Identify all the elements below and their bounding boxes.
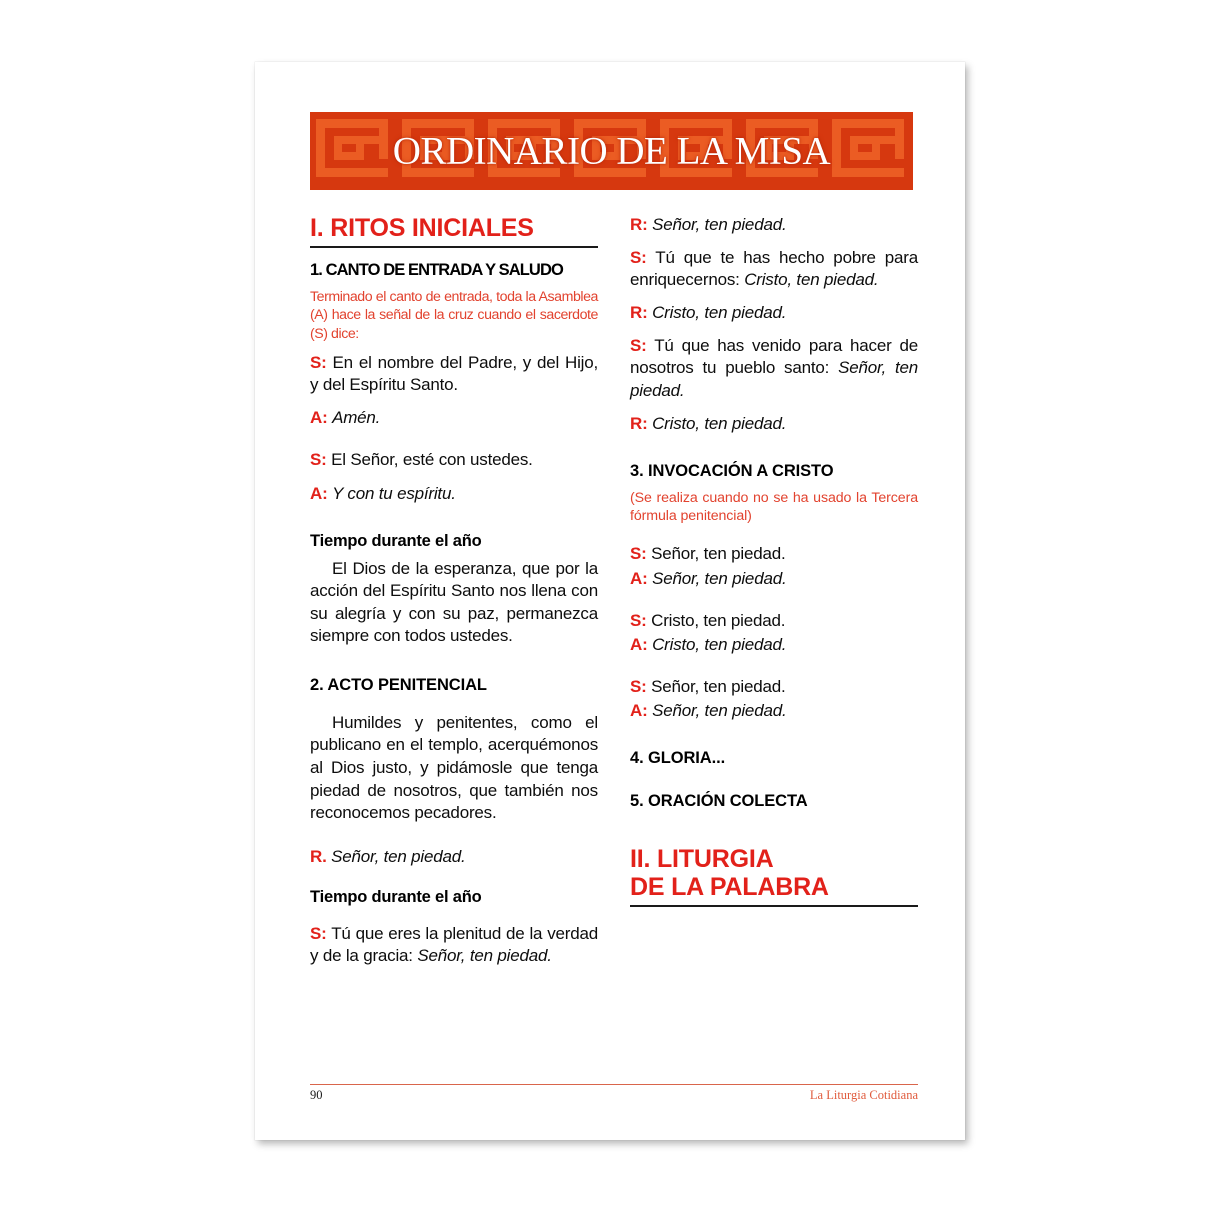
dialogue-line [630, 568, 918, 590]
speaker-label: A: [630, 634, 648, 654]
speaker-label: R: [630, 215, 648, 234]
page-number: 90 [310, 1088, 323, 1102]
section-heading-line-1: II. LITURGIA [630, 844, 774, 873]
dialogue-text: Y con tu espíritu. [332, 483, 456, 503]
speaker-label: S: [630, 336, 647, 356]
speaker-label: S: [630, 544, 647, 564]
dialogue-text: Amén. [332, 408, 381, 428]
season-heading-tiempo-durante-el-ano-2: Tiempo durante el año [310, 888, 482, 906]
dialogue-text: Cristo, ten piedad. [646, 610, 786, 630]
dialogue-text: En el nombre del Padre, y del Hijo, y del Espíritu Santo. [310, 353, 598, 395]
dialogue-text-italic: Cristo, ten piedad. [744, 270, 879, 290]
season-heading-tiempo-durante-el-ano: Tiempo durante el año [310, 531, 482, 550]
speaker-label: R: [630, 303, 648, 323]
dialogue-line [630, 335, 918, 401]
dialogue-text: El Señor, esté con ustedes. [326, 450, 533, 470]
speaker-label: S: [630, 248, 647, 268]
spacer [630, 733, 918, 749]
spacer [310, 516, 598, 532]
dialogue-text: Señor, ten piedad. [646, 544, 786, 564]
dialogue-text: Cristo, ten piedad. [652, 634, 787, 654]
section-heading-line-2: DE LA PALABRA [630, 872, 829, 901]
speaker-label: S: [310, 353, 327, 373]
prayer-text-tiempo-durante-el-ano: El Dios de la esperanza, que por la acción del Espíritu Santo nos llena con su alegría y con su paz, permanezca siempre con todos ustedes. [310, 558, 598, 646]
spacer [310, 703, 598, 712]
footer-row [310, 1088, 918, 1103]
section-heading-ritos-iniciales: I. RITOS INICIALES [310, 214, 534, 242]
dialogue-line [310, 923, 598, 967]
speaker-label: S: [310, 924, 327, 943]
footer-source-title: La Liturgia Cotidiana [809, 1088, 918, 1102]
page-footer [310, 1084, 918, 1103]
dialogue-line [630, 634, 918, 656]
dialogue-line [310, 449, 598, 471]
spacer [630, 776, 918, 792]
speaker-label: A: [630, 700, 648, 720]
dialogue-line [630, 214, 918, 236]
subsection-heading-oracion-colecta: 5. ORACIÓN COLECTA [630, 791, 808, 810]
speaker-label: A: [310, 408, 328, 428]
spacer [630, 534, 918, 543]
dialogue-line [630, 700, 918, 722]
left-column [310, 214, 598, 1074]
spacer [310, 660, 598, 676]
dialogue-text: Cristo, ten piedad. [652, 303, 787, 323]
two-column-layout [310, 214, 918, 1074]
spacer [630, 819, 918, 845]
dialogue-text: Tú que eres la plenitud de la verdad y de la gracia: [310, 924, 598, 966]
spacer [310, 837, 598, 846]
section-heading-rule [630, 905, 918, 907]
speaker-label: R. [310, 846, 327, 866]
speaker-label: A: [310, 483, 328, 503]
dialogue-line [310, 352, 598, 396]
dialogue-text: Señor, ten piedad. [331, 846, 466, 866]
dialogue-line [630, 676, 918, 698]
spacer [630, 667, 918, 676]
dialogue-text-italic: Señor, ten piedad. [417, 946, 552, 966]
dialogue-line [630, 610, 918, 632]
speaker-label: S: [630, 676, 647, 696]
spacer [630, 601, 918, 610]
section-heading-liturgia-de-la-palabra [630, 845, 918, 901]
dialogue-line [630, 543, 918, 565]
dialogue-text: Señor, ten piedad. [652, 700, 787, 720]
subsection-heading-gloria: 4. GLORIA... [630, 749, 726, 768]
spacer [310, 879, 598, 888]
right-column [630, 214, 918, 1074]
section-heading-rule [310, 246, 598, 248]
dialogue-text: Tú que te has hecho pobre para enriquecernos: [630, 248, 918, 290]
spacer [310, 914, 598, 923]
dialogue-line [310, 407, 598, 429]
page-title: ORDINARIO DE LA MISA [392, 129, 831, 173]
speaker-label: R: [630, 413, 648, 433]
prayer-text-acto-penitencial: Humildes y penitentes, como el publicano en el templo, acerquémonos al Dios justo, y pidámosle que tenga piedad de nosotros, que también nos reconocemos pecadores. [310, 712, 598, 823]
speaker-label: S: [310, 450, 327, 470]
dialogue-text: Señor, ten piedad. [652, 568, 787, 588]
subsection-heading-canto-de-entrada: 1. CANTO DE ENTRADA Y SALUDO [310, 261, 563, 279]
subsection-heading-acto-penitencial: 2. ACTO PENITENCIAL [310, 676, 487, 695]
rubric-canto-de-entrada: Terminado el canto de entrada, toda la Asamblea (A) hace la señal de la cruz cuando el sacerdote (S) dice: [310, 288, 598, 342]
dialogue-text-italic: Señor, ten piedad. [630, 358, 918, 400]
footer-rule [310, 1084, 918, 1085]
dialogue-line [310, 846, 598, 868]
subsection-heading-invocacion-a-cristo: 3. INVOCACIÓN A CRISTO [630, 461, 834, 480]
dialogue-line [630, 302, 918, 324]
speaker-label: S: [630, 610, 647, 630]
dialogue-line [310, 483, 598, 505]
rubric-invocacion-a-cristo: (Se realiza cuando no se ha usado la Tercera fórmula penitencial) [630, 489, 918, 524]
dialogue-text: Señor, ten piedad. [646, 676, 786, 696]
dialogue-text: Cristo, ten piedad. [652, 413, 787, 433]
dialogue-text: Tú que has venido para hacer de nosotros tu pueblo santo: [630, 336, 918, 378]
speaker-label: A: [630, 568, 648, 588]
spacer [310, 440, 598, 449]
page-title-banner [310, 112, 913, 190]
dialogue-line [630, 247, 918, 291]
dialogue-text: Señor, ten piedad. [652, 215, 787, 234]
spacer [630, 446, 918, 462]
dialogue-line [630, 413, 918, 435]
document-page [255, 62, 965, 1140]
